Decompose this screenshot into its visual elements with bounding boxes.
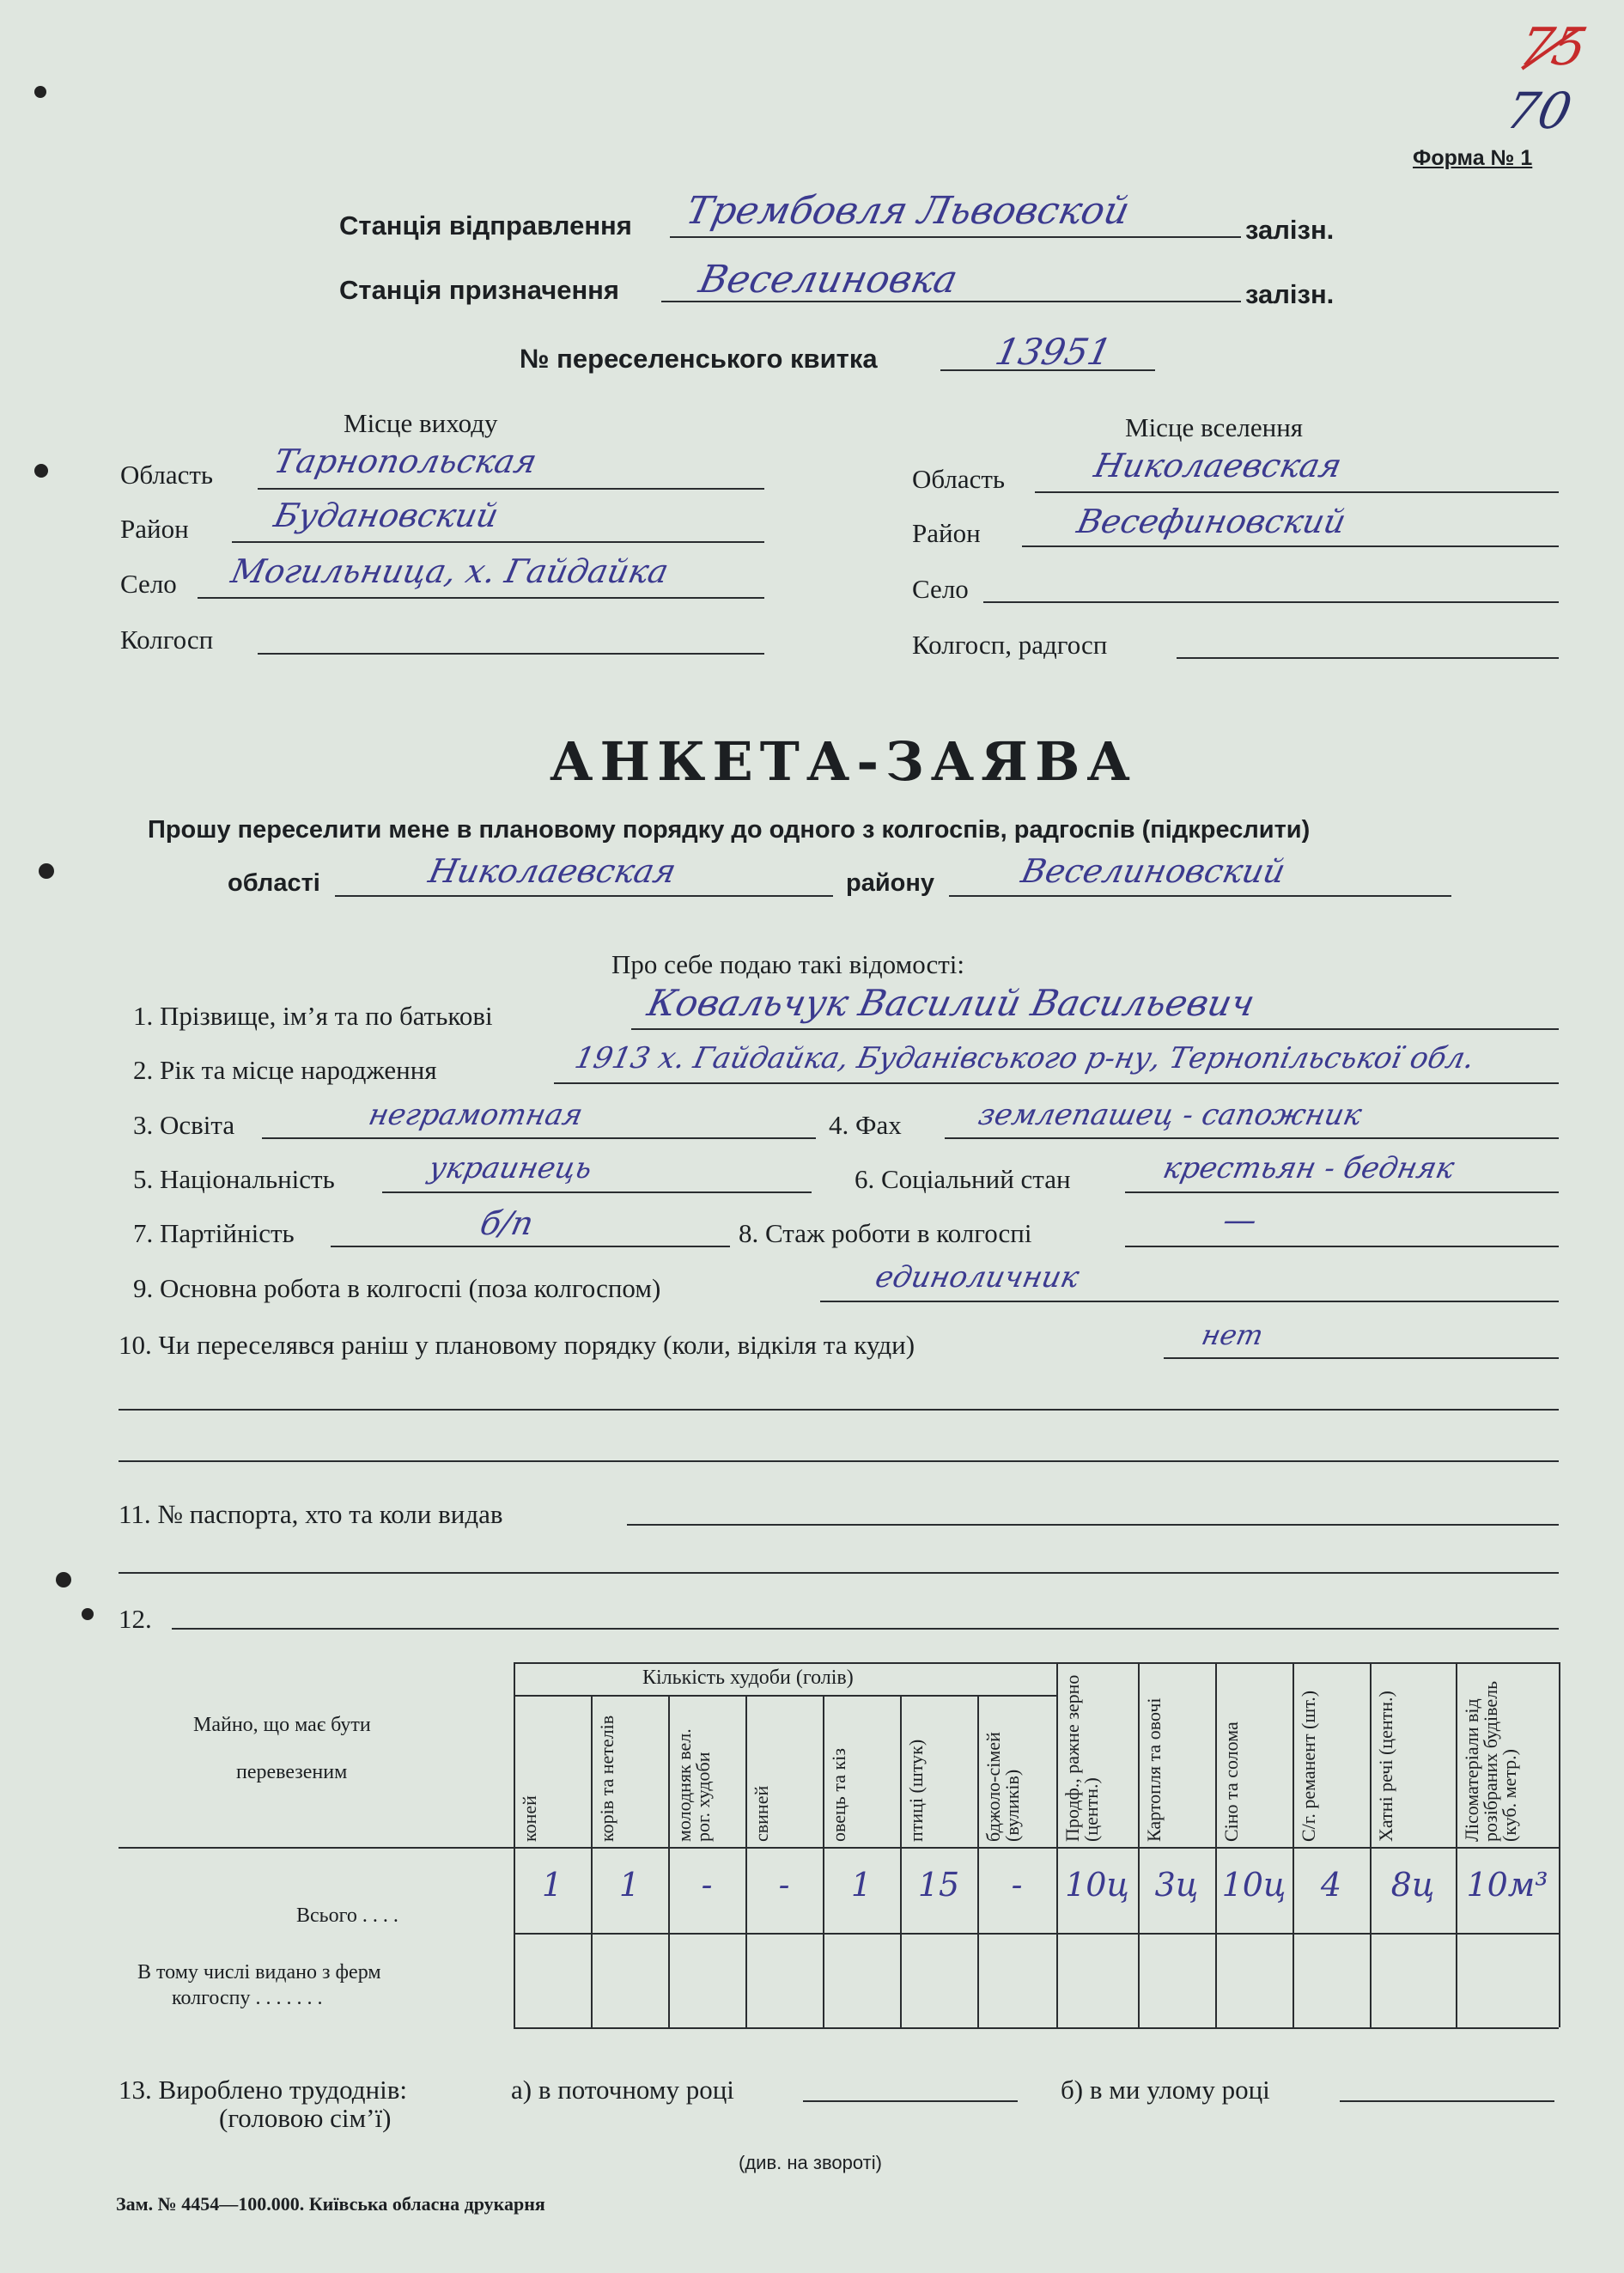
table-total-cell: 3ц	[1154, 1866, 1199, 1904]
table-column-line	[1559, 1662, 1560, 2027]
field-10-value: нет	[1198, 1319, 1267, 1351]
table-line-bottom	[514, 2027, 1559, 2029]
table-total-cell: 8ц	[1390, 1866, 1435, 1904]
request-text: Прошу переселити мене в плановому порядку до одного з колгоспів, радгоспів (підкреслити)	[148, 816, 1311, 844]
dest-oblast-value: Николаевская	[1091, 447, 1346, 484]
table-column-line	[668, 1695, 670, 2027]
dest-oblast-line	[1035, 491, 1559, 493]
departure-station-line	[670, 236, 1241, 238]
field-12-label: 12.	[119, 1604, 152, 1634]
table-column-header: птиці (штук)	[905, 1739, 927, 1842]
dest-selo-label: Село	[912, 574, 969, 604]
request-rayon-value: Веселиновский	[1018, 852, 1289, 890]
property-header-line-1: Майно, що має бути	[193, 1714, 371, 1736]
see-back-note: (див. на звороті)	[739, 2152, 882, 2173]
table-line-header-bottom	[119, 1847, 1559, 1849]
table-column-header: С/г. реманент (шт.)	[1298, 1690, 1319, 1842]
field-6-line	[1125, 1191, 1559, 1193]
dest-rayon-line	[1022, 545, 1559, 547]
table-column-line	[591, 1695, 593, 2027]
origin-selo-line	[198, 597, 764, 599]
table-column-header: Сіно та солома	[1220, 1722, 1242, 1842]
table-column-line	[1215, 1662, 1217, 2027]
field-4-label: 4. Фах	[829, 1110, 902, 1140]
departure-station-suffix: залізн.	[1245, 215, 1335, 245]
table-column-line	[1293, 1662, 1294, 2027]
table-column-line	[514, 1662, 515, 2027]
field-4-value: землепашец - сапожник	[975, 1098, 1365, 1132]
origin-oblast-value: Тарнопольская	[271, 442, 540, 480]
field-2-line	[554, 1082, 1559, 1084]
table-column-line	[1138, 1662, 1140, 2027]
dest-heading: Місце вселення	[1125, 412, 1304, 442]
origin-kolhosp-line	[258, 653, 764, 655]
table-column-line	[1056, 1662, 1058, 2027]
field-3-value: неграмотная	[365, 1098, 587, 1132]
table-column-header: коней	[519, 1795, 540, 1842]
table-column-header: Продф., ражне зерно (центн.)	[1061, 1674, 1102, 1842]
table-total-cell: 4	[1320, 1866, 1342, 1904]
table-column-line	[1370, 1662, 1372, 2027]
margin-mark	[34, 464, 48, 478]
origin-rayon-line	[232, 541, 764, 543]
info-heading: Про себе подаю такі відомості:	[611, 949, 965, 979]
origin-oblast-label: Область	[120, 460, 214, 490]
table-total-cell: -	[1011, 1866, 1023, 1904]
ticket-label: № переселенського квитка	[520, 344, 878, 374]
field-1-label: 1. Прізвище, ім’я та по батькові	[133, 1001, 493, 1031]
table-total-cell: 10м³	[1466, 1866, 1548, 1904]
field-2-label: 2. Рік та місце народження	[133, 1055, 437, 1085]
field-5-line	[382, 1191, 812, 1193]
field-13-past-line	[1340, 2100, 1554, 2102]
dest-kolhosp-line	[1177, 657, 1559, 659]
destination-station-suffix: залізн.	[1245, 279, 1335, 309]
page-number: 70	[1500, 82, 1578, 140]
table-total-cell: 10ц	[1221, 1866, 1286, 1904]
table-total-cell: 10ц	[1065, 1866, 1129, 1904]
field-13-sub: (головою сім’ї)	[219, 2103, 392, 2133]
margin-mark	[39, 863, 54, 879]
document-title: АНКЕТА-ЗАЯВА	[550, 730, 1137, 793]
field-10-extra-line-1	[119, 1409, 1559, 1411]
table-total-cell: -	[778, 1866, 790, 1904]
origin-kolhosp-label: Колгосп	[120, 625, 214, 655]
field-7-label: 7. Партійність	[133, 1218, 295, 1248]
dest-oblast-label: Область	[912, 464, 1006, 494]
row-farms-label-1: В тому числі видано з ферм	[137, 1961, 381, 1984]
field-11-line	[627, 1524, 1559, 1526]
margin-mark	[34, 86, 46, 98]
request-oblast-label: області	[228, 869, 320, 897]
departure-station-value: Трембовля Львовской	[682, 189, 1134, 233]
origin-heading: Місце виходу	[344, 408, 498, 438]
margin-mark	[56, 1572, 71, 1587]
field-9-line	[820, 1301, 1559, 1302]
field-1-value: Ковальчук Василий Васильевич	[643, 982, 1259, 1024]
table-column-header: корів та нетелів	[596, 1715, 617, 1842]
livestock-header: Кількість худоби (голів)	[642, 1667, 854, 1689]
destination-station-value: Веселиновка	[695, 258, 962, 302]
field-9-label: 9. Основна робота в колгоспі (поза колгоспом)	[133, 1273, 661, 1303]
field-6-value: крестьян - бедняк	[1159, 1151, 1457, 1185]
request-rayon-label: району	[846, 869, 935, 897]
origin-rayon-value: Будановский	[271, 497, 502, 534]
margin-mark	[82, 1608, 94, 1620]
field-13-current-line	[803, 2100, 1018, 2102]
table-column-line	[823, 1695, 824, 2027]
field-8-value: —	[1220, 1201, 1261, 1239]
field-8-label: 8. Стаж роботи в колгоспі	[739, 1218, 1032, 1248]
dest-rayon-value: Весефиновский	[1074, 503, 1350, 540]
origin-rayon-label: Район	[120, 514, 189, 544]
field-3-line	[262, 1137, 816, 1139]
field-8-line	[1125, 1246, 1559, 1247]
field-10-line	[1164, 1357, 1559, 1359]
ticket-value: 13951	[991, 331, 1116, 373]
request-oblast-value: Николаевская	[425, 852, 680, 890]
table-column-line	[900, 1695, 902, 2027]
field-9-value: единоличник	[872, 1260, 1082, 1295]
origin-selo-value: Могильница, х. Гайдайка	[228, 552, 672, 590]
field-5-label: 5. Національність	[133, 1164, 335, 1194]
origin-oblast-line	[258, 488, 764, 490]
departure-station-label: Станція відправлення	[339, 210, 632, 241]
field-3-label: 3. Освіта	[133, 1110, 235, 1140]
dest-selo-line	[983, 601, 1559, 603]
field-13-label: 13. Вироблено трудоднів:	[119, 2075, 408, 2105]
table-total-cell: 1	[618, 1866, 641, 1904]
table-total-cell: -	[701, 1866, 713, 1904]
table-column-header: Лісоматеріали від розібраних будівель (куб. метр.)	[1461, 1680, 1520, 1842]
table-column-header: бджоло-сімей (вуликів)	[982, 1732, 1023, 1842]
field-12-line	[172, 1628, 1559, 1630]
field-1-line	[631, 1028, 1559, 1030]
dest-kolhosp-label: Колгосп, радгосп	[912, 630, 1108, 660]
table-column-header: овець та кіз	[828, 1748, 849, 1842]
print-info: Зам. № 4454—100.000. Київська обласна друкарня	[116, 2193, 545, 2215]
property-header-line-2: перевезеним	[236, 1761, 348, 1783]
field-7-value: б/п	[477, 1204, 538, 1242]
row-total-label: Всього . . . .	[296, 1904, 398, 1927]
request-rayon-line	[949, 895, 1451, 897]
field-13-current-label: а) в поточному році	[511, 2075, 734, 2105]
table-column-line	[745, 1695, 747, 2027]
table-column-header: молодняк вел. рог. худоби	[673, 1728, 714, 1842]
table-column-header: свиней	[751, 1785, 772, 1842]
field-2-value: 1913 х. Гайдайка, Буданівського р-ну, Тернопільської обл.	[571, 1041, 1478, 1076]
dest-rayon-label: Район	[912, 518, 981, 548]
crossed-page-number: 75	[1513, 17, 1592, 77]
field-7-line	[331, 1246, 730, 1247]
table-line-total-bottom	[514, 1933, 1559, 1935]
origin-selo-label: Село	[120, 569, 177, 599]
field-4-line	[945, 1137, 1559, 1139]
table-column-line	[977, 1695, 979, 2027]
field-10-extra-line-2	[119, 1460, 1559, 1462]
destination-station-label: Станція призначення	[339, 275, 619, 305]
field-13-past-label: б) в ми улому році	[1061, 2075, 1270, 2105]
table-column-header: Картопля та овочі	[1143, 1697, 1165, 1842]
field-5-value: украинець	[425, 1151, 595, 1185]
table-total-cell: 15	[917, 1866, 960, 1904]
row-farms-label-2: колгоспу . . . . . . .	[172, 1987, 323, 2009]
field-6-label: 6. Соціальний стан	[855, 1164, 1071, 1194]
table-total-cell: 1	[541, 1866, 563, 1904]
table-column-line	[1456, 1662, 1457, 2027]
form-number-label: Форма № 1	[1413, 146, 1533, 170]
field-11-extra-line	[119, 1572, 1559, 1574]
table-column-header: Хатні речі (центн.)	[1375, 1691, 1396, 1842]
field-10-label: 10. Чи переселявся раніш у плановому порядку (коли, відкіля та куди)	[119, 1330, 915, 1360]
table-total-cell: 1	[850, 1866, 873, 1904]
request-oblast-line	[335, 895, 833, 897]
field-11-label: 11. № паспорта, хто та коли видав	[119, 1499, 503, 1529]
